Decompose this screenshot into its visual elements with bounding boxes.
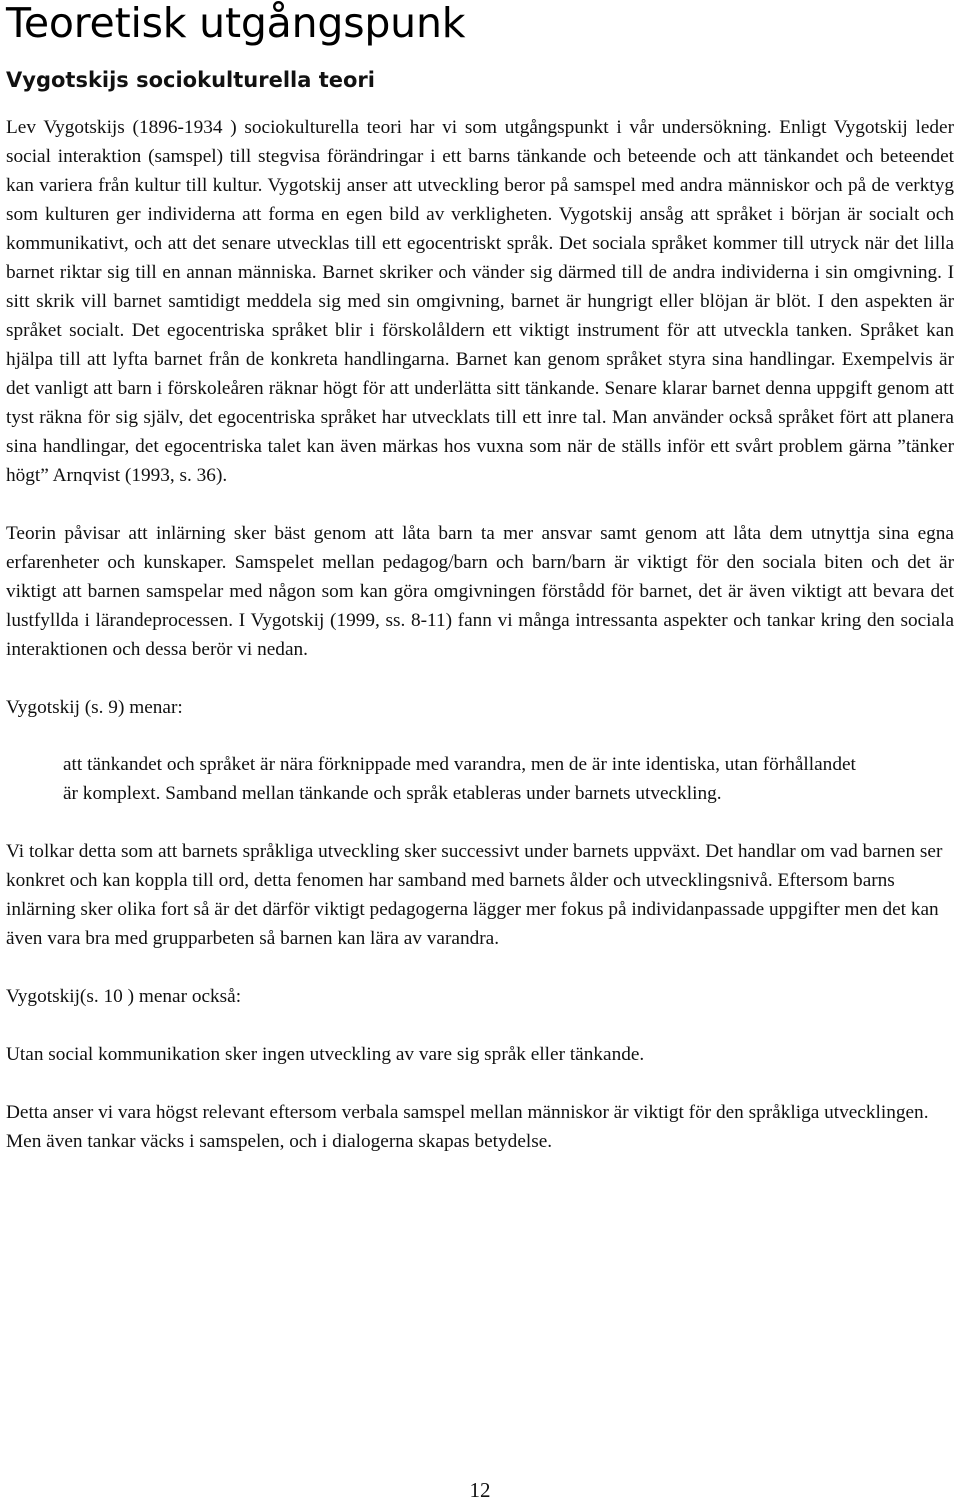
paragraph-lead-in-2: Vygotskij(s. 10 ) menar också: (6, 986, 242, 1007)
section-heading: Vygotskijs sociokulturella teori (6, 68, 375, 92)
paragraph-intro: Lev Vygotskijs (1896-1934 ) sociokulturella teori har vi som utgångspunkt i vår undersökning. Enligt Vygotskij leder social interaktion (samspel) till stegvisa förändringar i ett barns tänkande och beteende och att tänkandet och beteendet kan variera från kultur till kultur. Vygotskij anser att utveckling beror på samspel med andra människor och på de verktyg som kulturen ger individerna att forma en egen bild av verkligheten. Vygotskij ansåg att språket i början är socialt och kommunikativt, och att det senare utvecklas till ett egocentriskt språk. Det sociala språket kommer till utryck när det lilla barnet riktar sig till en annan människa. Barnet skriker och vänder sig därmed till de andra individerna i sin omgivning. I sitt skrik vill barnet samtidigt meddela sig med sin omgivning, barnet är hungrigt eller blöjan är blöt. I den aspekten är språket socialt. Det egocentriska språket blir i förskolåldern ett viktigt instrument för att utveckla tanken. Språket kan hjälpa till att lyfta barnet från de konkreta handlingarna. Barnet kan genom språket styra sina handlingar. Exempelvis är det vanligt att barn i förskoleåren räknar högt för att underlätta sitt tänkande. Senare klarar barnet denna uppgift genom att tyst räkna för sig själv, det egocentriska språket har utvecklats till ett inre tal. Man använder också språket fört att planera sina handlingar, det egocentriska talet kan även märkas hos vuxna som när de ställs inför ett svårt problem gärna ”tänker högt” Arnqvist (1993, s. 36). (6, 117, 954, 486)
paragraph-lead-in-1: Vygotskij (s. 9) menar: (6, 697, 183, 718)
block-quote: att tänkandet och språket är nära förknippade med varandra, men de är inte identiska, utan förhållandet är komplext. Samband mellan tänkande och språk etableras under barnets utveckling. (63, 754, 856, 804)
page-number: 12 (469, 1478, 491, 1502)
paragraph-interpretation: Vi tolkar detta som att barnets språkliga utveckling sker successivt under barnets uppväxt. Det handlar om vad barnen ser konkret och kan koppla till ord, detta fenomen har samband med barnets ålder och utvecklingsnivå. Eftersom barns inlärning sker olika fort så är det därför viktigt pedagogerna lägger mer fokus på individanpassade uppgifter men det kan även vara bra med grupparbeten så barnen kan lära av varandra. (6, 841, 943, 949)
paragraph-conclusion: Detta anser vi vara högst relevant eftersom verbala samspel mellan människor är viktigt för den språkliga utvecklingen. Men även tankar väcks i samspelen, och i dialogerna skapas betydelse. (6, 1102, 929, 1152)
paragraph-theory: Teorin påvisar att inlärning sker bäst genom att låta barn ta mer ansvar samt genom att låta dem utnyttja sina egna erfarenheter och kunskaper. Samspelet mellan pedagog/barn och barn/barn är viktigt för den sociala biten och det är viktigt att barnen samspelar med någon som kan göra omgivningen förstådd för barnet, det är även viktigt att bevara det lustfyllda i lärandeprocessen. I Vygotskij (1999, ss. 8-11) fann vi många intressanta aspekter och tankar kring den sociala interaktionen och dessa berör vi nedan. (6, 523, 954, 660)
page-title: Teoretisk utgångspunk (6, 0, 466, 47)
paragraph-statement: Utan social kommunikation sker ingen utveckling av vare sig språk eller tänkande. (6, 1044, 645, 1065)
